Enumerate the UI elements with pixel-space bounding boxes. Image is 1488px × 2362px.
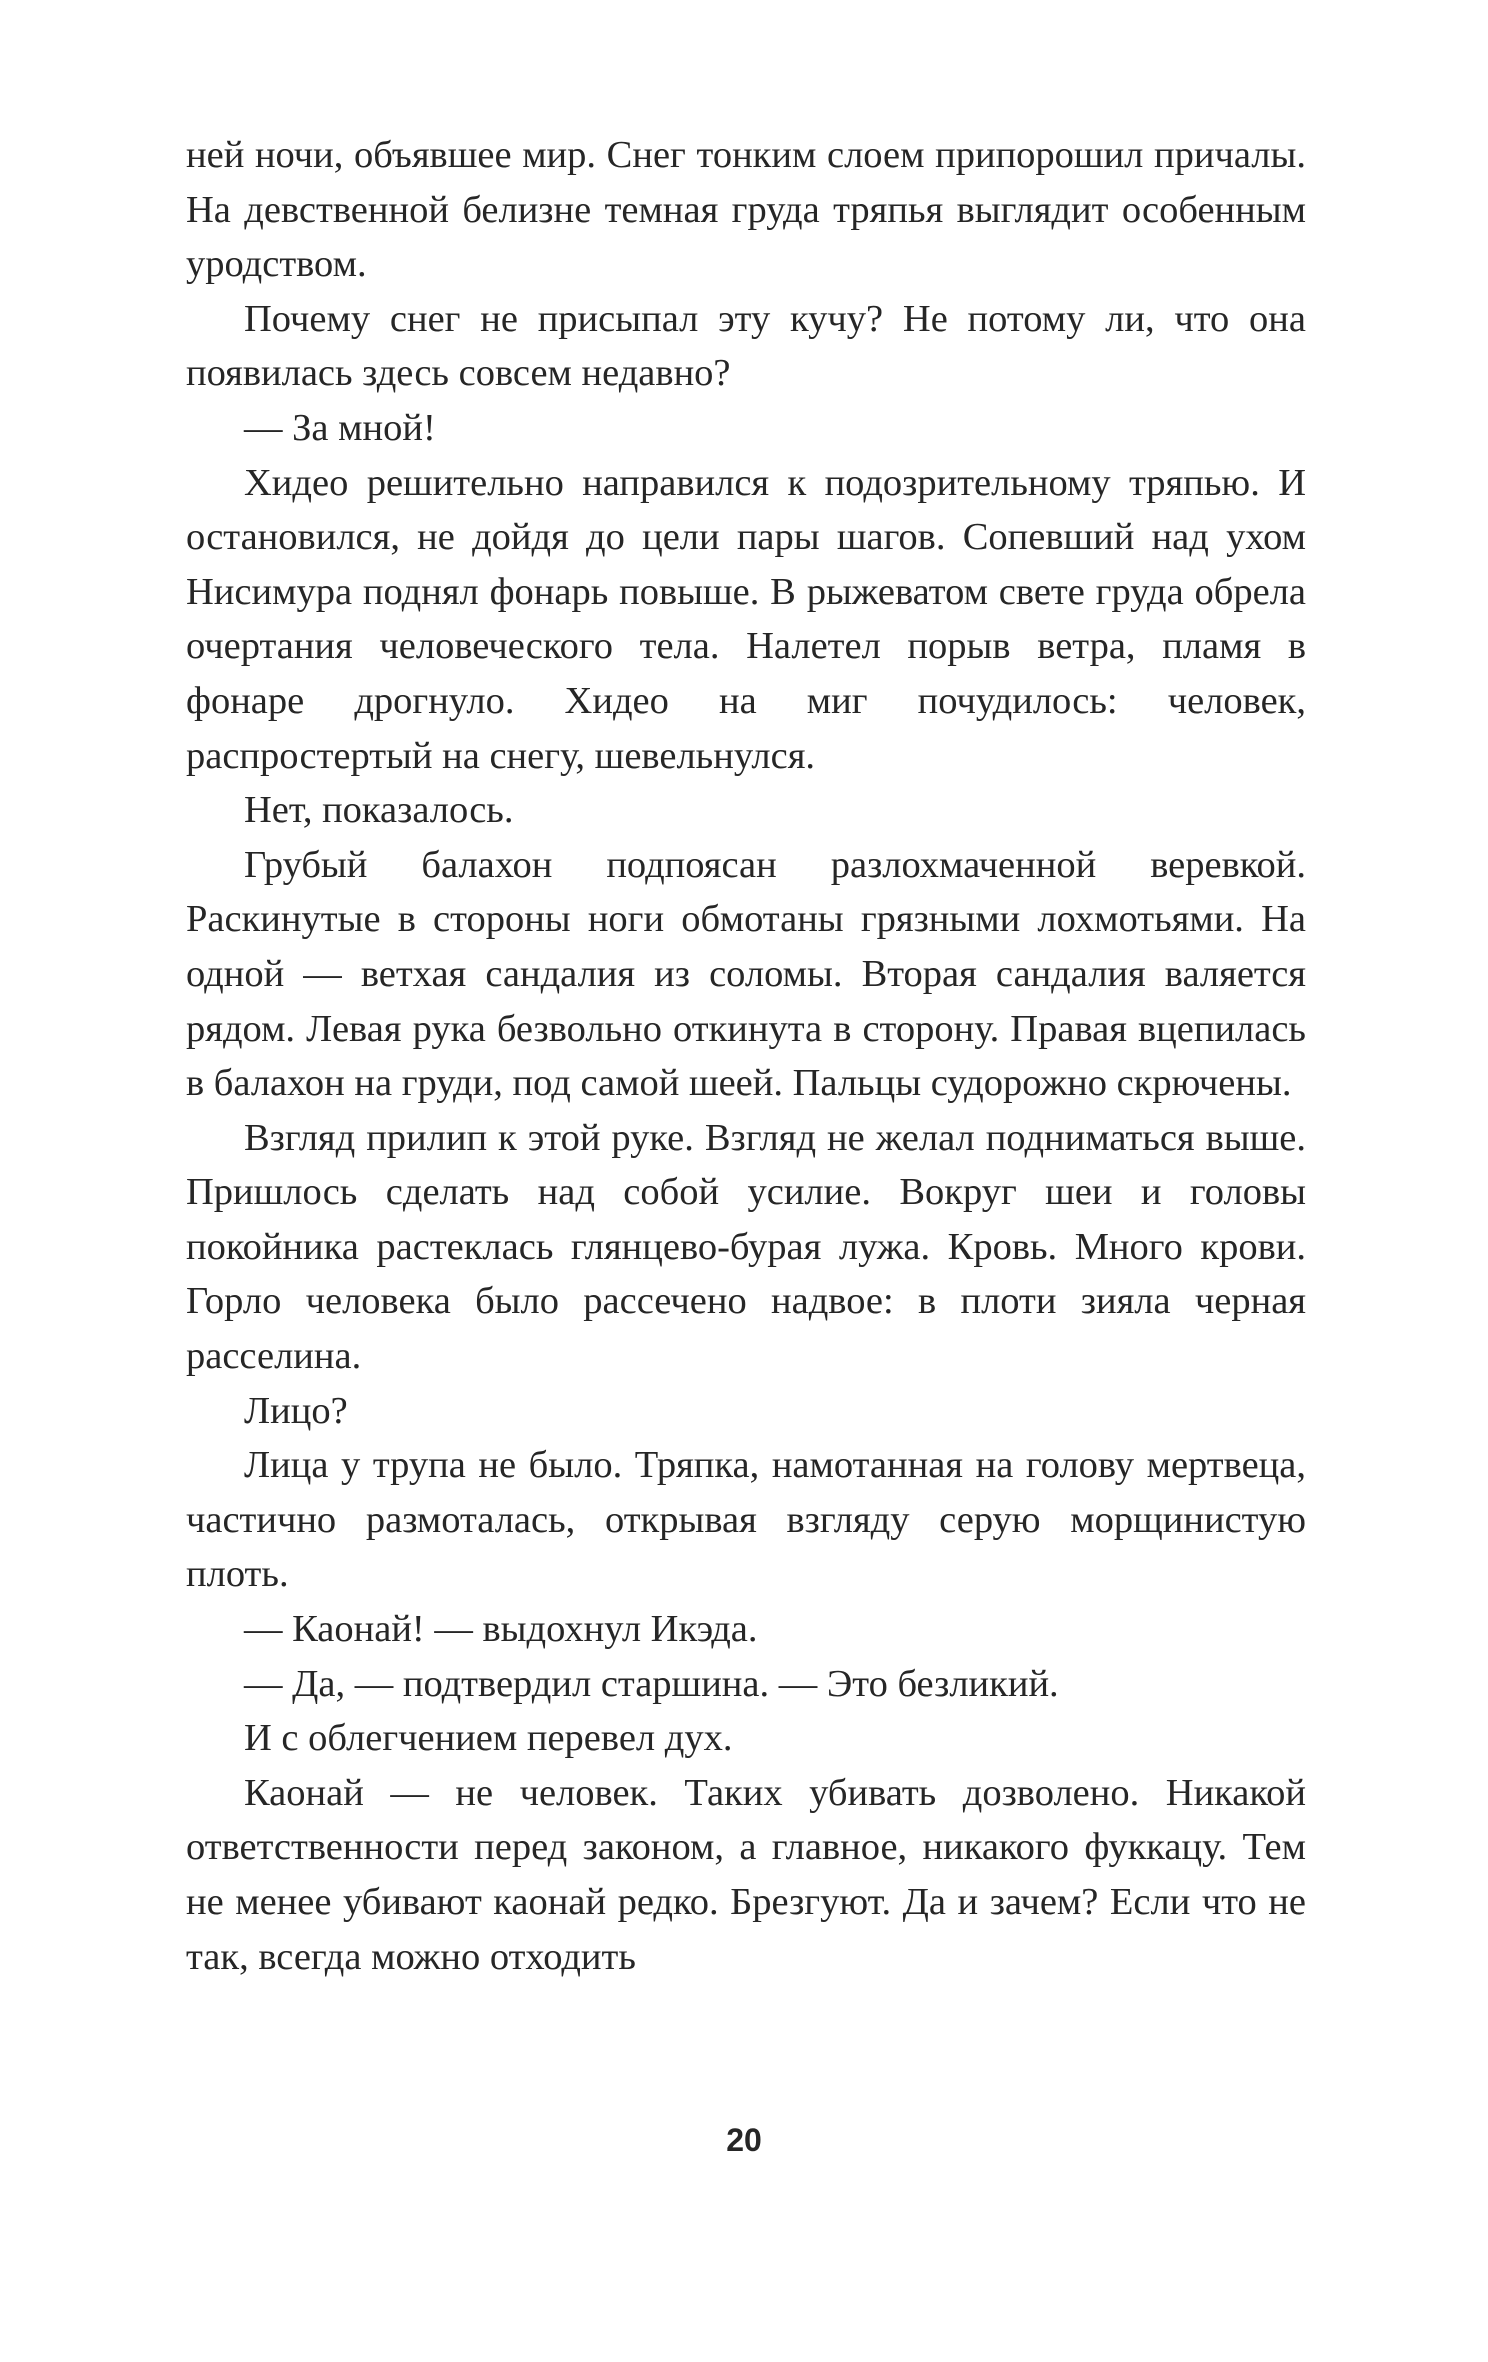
- paragraph: Грубый балахон подпоясан разлохмаченной веревкой. Раскинутые в стороны ноги обмотаны грязными лохмотьями. На одной — ветхая сандалия из соломы. Вторая сандалия валяется рядом. Левая рука безвольно откинута в сторону. Правая вцепилась в балахон на груди, под самой шеей. Пальцы судорожно скрючены.: [186, 843, 1306, 1105]
- dialogue-line: — Каонай! — выдохнул Икэда.: [244, 1608, 758, 1651]
- paragraph: Лицо?: [244, 1389, 348, 1432]
- body-text: [186, 128, 1306, 1984]
- paragraph: ней ночи, объявшее мир. Снег тонким слоем припорошил причалы. На девственной белизне темная груда тряпья выглядит особенным уродством.: [186, 134, 1306, 286]
- paragraph: Хидео решительно направился к подозрительному тряпью. И остановился, не дойдя до цели пары шагов. Сопевший над ухом Нисимура поднял фонарь повыше. В рыжеватом свете груда обрела очертания человеческого тела. Налетел порыв ветра, пламя в фонаре дрогнуло. Хидео на миг почудилось: человек, распростертый на снегу, шевельнулся.: [186, 461, 1306, 777]
- paragraph: Лица у трупа не было. Тряпка, намотанная на голову мертвеца, частично размоталась, открывая взгляду серую морщинистую плоть.: [186, 1444, 1306, 1596]
- paragraph: Нет, показалось.: [244, 789, 514, 832]
- page-number: 20: [726, 2122, 762, 2158]
- dialogue-line: — За мной!: [244, 406, 436, 449]
- paragraph: И с облегчением перевел дух.: [244, 1717, 733, 1760]
- paragraph: Каонай — не человек. Таких убивать дозволено. Никакой ответственности перед законом, а главное, никакого фуккацу. Тем не менее убивают каонай редко. Брезгуют. Да и зачем? Если что не так, всегда можно отходить: [186, 1771, 1306, 1978]
- dialogue-line: — Да, — подтвердил старшина. — Это безликий.: [244, 1662, 1059, 1705]
- paragraph: Взгляд прилип к этой руке. Взгляд не желал подниматься выше. Пришлось сделать над собой усилие. Вокруг шеи и головы покойника растеклась глянцево-бурая лужа. Кровь. Много крови. Горло человека было рассечено надвое: в плоти зияла черная расселина.: [186, 1116, 1306, 1378]
- paragraph: Почему снег не присыпал эту кучу? Не потому ли, что она появилась здесь совсем недавно?: [186, 297, 1306, 395]
